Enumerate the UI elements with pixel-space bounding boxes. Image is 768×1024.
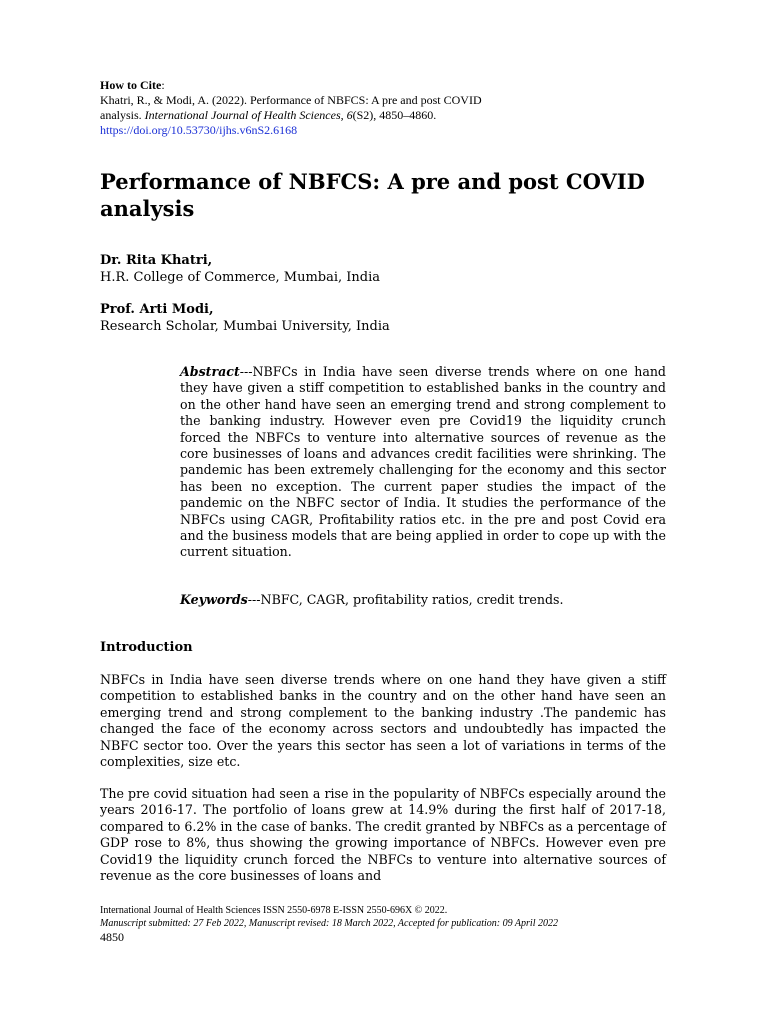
citation-label: How to Cite bbox=[100, 78, 162, 92]
page-footer bbox=[100, 904, 680, 945]
keywords-text: ---NBFC, CAGR, profitability ratios, credit trends. bbox=[247, 592, 564, 607]
author-1 bbox=[100, 252, 660, 286]
keywords-label: Keywords bbox=[180, 592, 248, 607]
author-2 bbox=[100, 301, 660, 335]
footer-journal-line: International Journal of Health Sciences ISSN 2550-6978 E-ISSN 2550-696X © 2022. bbox=[100, 905, 448, 916]
page-number: 4850 bbox=[100, 930, 124, 944]
author-2-affiliation: Research Scholar, Mumbai University, India bbox=[100, 319, 390, 334]
keywords bbox=[180, 592, 666, 608]
paper-title: Performance of NBFCS: A pre and post COVID analysis bbox=[100, 169, 645, 221]
abstract-label: Abstract bbox=[180, 364, 240, 379]
abstract bbox=[180, 364, 666, 561]
author-1-name: Dr. Rita Khatri, bbox=[100, 253, 213, 268]
doi-link[interactable]: https://doi.org/10.53730/ijhs.v6nS2.6168 bbox=[100, 123, 298, 137]
citation-colon: : bbox=[161, 78, 165, 92]
citation-suffix: (S2), 4850–4860. bbox=[352, 108, 437, 122]
intro-paragraph-2: The pre covid situation had seen a rise in the popularity of NBFCs especially around the years 2016-17. The portfolio of loans grew at 14.9% during the first half of 2017-18, compared to 6.2% in the case of banks. The credit granted by NBFCs as a percentage of GDP rose to 8%, thus showing the growing importance of NBFCs. However even pre Covid19 the liquidity crunch forced the NBFCs to venture into alternative sources of revenue as the core businesses of loans and bbox=[100, 786, 666, 884]
section-heading-introduction: Introduction bbox=[100, 640, 193, 655]
citation-prefix: analysis. bbox=[100, 108, 145, 122]
intro-paragraph-1: NBFCs in India have seen diverse trends where on one hand they have given a stiff competition to established banks in the country and on the other hand have seen an emerging trend and strong complement to the banking industry .The pandemic has changed the face of the economy across sectors and undoubtedly has impacted the NBFC sector too. Over the years this sector has seen a lot of variations in terms of the complexities, size etc. bbox=[100, 672, 666, 770]
footer-manuscript-line: Manuscript submitted: 27 Feb 2022, Manuscript revised: 18 March 2022, Accepted for publication: 09 April 2022 bbox=[100, 918, 558, 929]
citation-journal: International Journal of Health Sciences, 6 bbox=[144, 108, 353, 122]
author-1-affiliation: H.R. College of Commerce, Mumbai, India bbox=[100, 270, 381, 285]
citation-doi-line bbox=[100, 123, 660, 138]
citation-heading bbox=[100, 78, 660, 93]
citation-block bbox=[100, 78, 660, 138]
abstract-text: ---NBFCs in India have seen diverse trends where on one hand they have given a stiff competition to established banks in the country and on the other hand have seen an emerging trend and strong complement to the banking industry. However even pre Covid19 the liquidity crunch forced the NBFCs to venture into alternative sources of revenue as the core businesses of loans and advances credit facilities were shrinking. The pandemic has been extremely challenging for the economy and this sector has been no exception. The current paper studies the impact of the pandemic on the NBFC sector of India. It studies the performance of the NBFCs using CAGR, Profitability ratios etc. in the pre and post Covid era and the business models that are being applied in order to cope up with the current situation. bbox=[180, 364, 666, 560]
author-2-name: Prof. Arti Modi, bbox=[100, 302, 214, 317]
citation-line-2 bbox=[100, 108, 660, 123]
citation-line-1: Khatri, R., & Modi, A. (2022). Performance of NBFCS: A pre and post COVID bbox=[100, 93, 482, 107]
